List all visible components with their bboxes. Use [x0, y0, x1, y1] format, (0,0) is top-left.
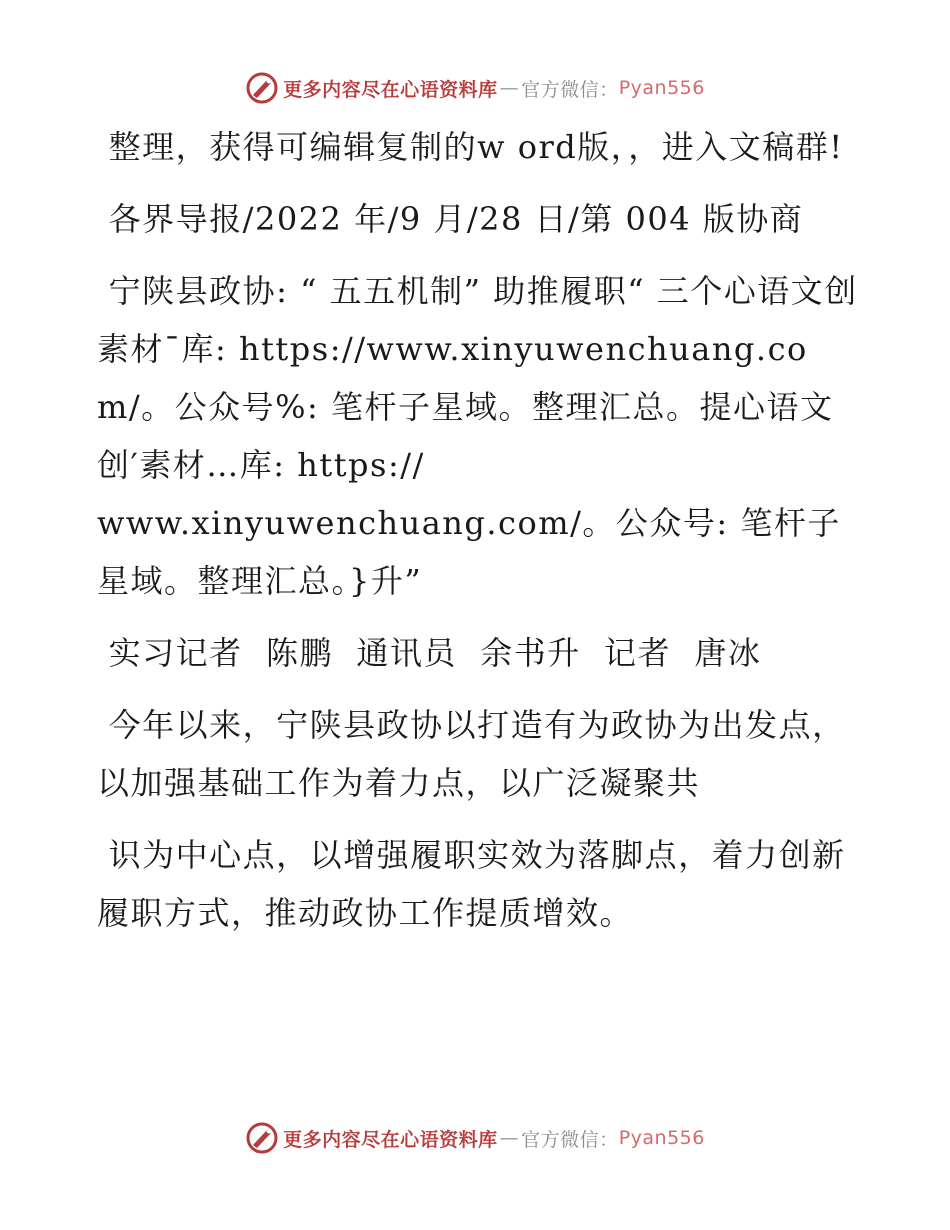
document-body	[97, 118, 867, 942]
paragraph-byline: 实习记者 陈鹏 通讯员 余书升 记者 唐冰	[97, 634, 762, 672]
banner-dash: —	[499, 1127, 520, 1149]
paragraph-body-2: 识为中心点，以增强履职实效为落脚点，着力创新履职方式，推动政协工作提质增效。	[97, 836, 846, 932]
banner-wechat-label: 官方微信：	[521, 1128, 619, 1151]
footer-banner	[0, 1118, 950, 1158]
paragraph-headline: 宁陕县政协: “ 五五机制” 助推履职“ 三个心语文创素材¯库: https://www.xinyuwenchuang.com/。公众号%: 笔杆子星域。整理汇总。提心语文创′素材…库: https:// www.xinyuwenchuang.com/。公众号: 笔杆子星域。整理汇总。}升”	[97, 272, 858, 600]
header-banner	[0, 68, 950, 108]
pen-logo-icon	[245, 71, 279, 105]
banner-main-text: 更多内容尽在心语资料库	[283, 78, 498, 101]
banner-wechat-id: Pyan556	[618, 77, 705, 99]
paragraph-intro: 整理，获得可编辑复制的w ord版，，进入文稿群!	[97, 128, 844, 166]
banner-main-text: 更多内容尽在心语资料库	[283, 1128, 498, 1151]
paragraph-body-1: 今年以来，宁陕县政协以打造有为政协为出发点，以加强基础工作为着力点，以广泛凝聚共	[97, 706, 846, 802]
banner-wechat-id: Pyan556	[618, 1127, 705, 1149]
paragraph-source: 各界导报/2022 年/9 月/28 日/第 004 版协商	[97, 200, 804, 238]
banner-wechat-label: 官方微信：	[521, 78, 619, 101]
pen-logo-icon	[245, 1121, 279, 1155]
banner-dash: —	[499, 77, 520, 99]
